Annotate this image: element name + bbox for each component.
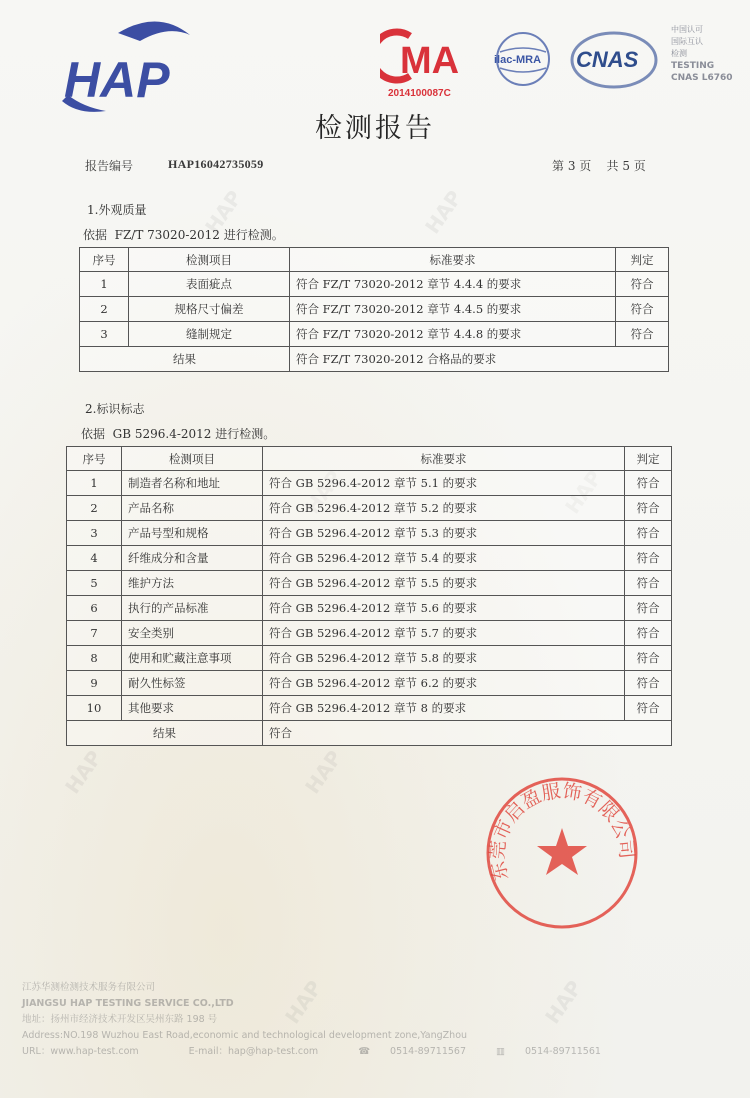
hap-watermark: HAP	[560, 465, 607, 519]
hap-watermark: HAP	[420, 185, 467, 239]
conclusion-row	[67, 721, 672, 746]
svg-text:CNAS: CNAS	[576, 47, 639, 72]
table-header-row	[67, 447, 672, 471]
table-row	[67, 571, 672, 596]
row-requirement: 符合 GB 5296.4-2012 章节 8 的要求	[263, 696, 625, 721]
row-no: 9	[67, 671, 122, 696]
section1-title: 1.外观质量	[87, 203, 147, 217]
row-requirement: 符合 FZ/T 73020-2012 章节 4.4.8 的要求	[290, 322, 616, 347]
row-no: 5	[67, 571, 122, 596]
row-no: 7	[67, 621, 122, 646]
row-no: 10	[67, 696, 122, 721]
row-result: 符合	[625, 696, 672, 721]
fax-icon: ▥	[496, 1046, 505, 1057]
row-item: 纤维成分和含量	[122, 546, 263, 571]
svg-text:HAP: HAP	[64, 52, 170, 108]
row-requirement: 符合 GB 5296.4-2012 章节 5.5 的要求	[263, 571, 625, 596]
row-result: 符合	[625, 571, 672, 596]
table-row	[67, 546, 672, 571]
row-result: 符合	[625, 621, 672, 646]
header-result: 判定	[625, 447, 672, 471]
section1-basis: 依据 FZ/T 73020-2012 进行检测。	[83, 228, 284, 242]
hap-watermark: HAP	[280, 975, 327, 1029]
report-number: HAP16042735059	[168, 157, 264, 171]
row-no: 2	[67, 496, 122, 521]
svg-text:东莞市启盈服饰有限公司: 东莞市启盈服饰有限公司	[486, 780, 638, 883]
table-row	[67, 521, 672, 546]
hap-watermark: HAP	[540, 975, 587, 1029]
cnas-line: 中国认可	[671, 25, 703, 34]
row-requirement: 符合 GB 5296.4-2012 章节 5.6 的要求	[263, 596, 625, 621]
row-requirement: 符合 FZ/T 73020-2012 章节 4.4.5 的要求	[290, 297, 616, 322]
report-title: 检测报告	[315, 113, 435, 144]
row-item: 产品名称	[122, 496, 263, 521]
row-requirement: 符合 GB 5296.4-2012 章节 5.2 的要求	[263, 496, 625, 521]
row-result: 符合	[616, 322, 669, 347]
hap-watermark: HAP	[300, 465, 347, 519]
row-result: 符合	[625, 546, 672, 571]
row-result: 符合	[616, 297, 669, 322]
row-item: 耐久性标签	[122, 671, 263, 696]
row-result: 符合	[625, 496, 672, 521]
hap-watermark: HAP	[200, 185, 247, 239]
row-item: 表面疵点	[129, 272, 290, 297]
section1-table	[79, 247, 669, 372]
table-row	[67, 471, 672, 496]
row-item: 制造者名称和地址	[122, 471, 263, 496]
table-row	[67, 696, 672, 721]
cnas-number: CNAS L6760	[671, 73, 733, 83]
hap-watermark: HAP	[300, 745, 347, 799]
row-requirement: 符合 GB 5296.4-2012 章节 5.8 的要求	[263, 646, 625, 671]
row-item: 缝制规定	[129, 322, 290, 347]
row-result: 符合	[616, 272, 669, 297]
footer-address-en: Address:NO.198 Wuzhou East Road,economic and technological development zone,YangZhou	[22, 1030, 468, 1041]
conclusion-row	[80, 347, 669, 372]
report-number-label: 报告编号	[85, 159, 134, 173]
footer-fax: 0514-89711561	[524, 1046, 601, 1057]
svg-text:ilac-MRA: ilac-MRA	[494, 54, 542, 66]
row-result: 符合	[625, 521, 672, 546]
header-requirement: 标准要求	[290, 248, 616, 272]
row-no: 1	[67, 471, 122, 496]
table-row	[67, 496, 672, 521]
table-row	[67, 596, 672, 621]
row-item: 产品号型和规格	[122, 521, 263, 546]
footer-address-cn: 地址：扬州市经济技术开发区吴州东路 198 号	[22, 1014, 218, 1025]
row-requirement: 符合 GB 5296.4-2012 章节 5.4 的要求	[263, 546, 625, 571]
table-row	[67, 646, 672, 671]
header-no: 序号	[80, 248, 129, 272]
row-item: 执行的产品标准	[122, 596, 263, 621]
page-info: 第 3 页 共 5 页	[552, 159, 646, 173]
row-item: 其他要求	[122, 696, 263, 721]
svg-text:MA: MA	[400, 40, 460, 82]
row-no: 4	[67, 546, 122, 571]
footer-contact-row	[22, 1044, 742, 1060]
row-result: 符合	[625, 646, 672, 671]
cnas-logo	[570, 30, 658, 90]
section2-table	[66, 446, 672, 746]
row-requirement: 符合 GB 5296.4-2012 章节 6.2 的要求	[263, 671, 625, 696]
table-row	[80, 297, 669, 322]
row-no: 3	[80, 322, 129, 347]
row-item: 规格尺寸偏差	[129, 297, 290, 322]
hap-watermark: HAP	[60, 745, 107, 799]
header-item: 检测项目	[129, 248, 290, 272]
footer-url: URL：www.hap-test.com	[22, 1046, 139, 1057]
header-no: 序号	[67, 447, 122, 471]
conclusion-value: 符合 FZ/T 73020-2012 合格品的要求	[290, 347, 669, 372]
conclusion-label: 结果	[80, 347, 290, 372]
phone-icon: ☎	[358, 1046, 371, 1057]
row-requirement: 符合 FZ/T 73020-2012 章节 4.4.4 的要求	[290, 272, 616, 297]
row-requirement: 符合 GB 5296.4-2012 章节 5.7 的要求	[263, 621, 625, 646]
cma-logo	[380, 28, 476, 100]
company-seal-stamp	[482, 773, 642, 933]
header-item: 检测项目	[122, 447, 263, 471]
cnas-testing-label: TESTING	[671, 61, 715, 71]
row-no: 1	[80, 272, 129, 297]
cnas-line: 检测	[671, 49, 687, 58]
row-result: 符合	[625, 471, 672, 496]
row-requirement: 符合 GB 5296.4-2012 章节 5.3 的要求	[263, 521, 625, 546]
footer-email: E-mail：hap@hap-test.com	[188, 1046, 319, 1057]
row-no: 6	[67, 596, 122, 621]
table-row	[67, 621, 672, 646]
conclusion-label: 结果	[67, 721, 263, 746]
conclusion-value: 符合	[263, 721, 672, 746]
table-row	[67, 671, 672, 696]
cnas-accreditation-text	[671, 24, 746, 84]
footer-tel: 0514-89711567	[390, 1046, 466, 1057]
row-item: 安全类别	[122, 621, 263, 646]
row-requirement: 符合 GB 5296.4-2012 章节 5.1 的要求	[263, 471, 625, 496]
hap-logo	[58, 15, 198, 120]
table-row	[80, 272, 669, 297]
footer	[22, 980, 742, 1060]
footer-company-en: JIANGSU HAP TESTING SERVICE CO.,LTD	[22, 998, 234, 1009]
row-item: 维护方法	[122, 571, 263, 596]
footer-company-cn: 江苏华测检测技术服务有限公司	[22, 982, 156, 993]
cnas-line: 国际互认	[671, 37, 703, 46]
ilac-mra-logo	[488, 30, 558, 88]
row-result: 符合	[625, 671, 672, 696]
row-no: 3	[67, 521, 122, 546]
row-item: 使用和贮藏注意事项	[122, 646, 263, 671]
section2-title: 2.标识标志	[85, 402, 145, 416]
table-header-row	[80, 248, 669, 272]
svg-text:2014100087C: 2014100087C	[388, 88, 451, 99]
table-row	[80, 322, 669, 347]
header-requirement: 标准要求	[263, 447, 625, 471]
header-result: 判定	[616, 248, 669, 272]
row-result: 符合	[625, 596, 672, 621]
row-no: 8	[67, 646, 122, 671]
section2-basis: 依据 GB 5296.4-2012 进行检测。	[81, 427, 276, 441]
row-no: 2	[80, 297, 129, 322]
